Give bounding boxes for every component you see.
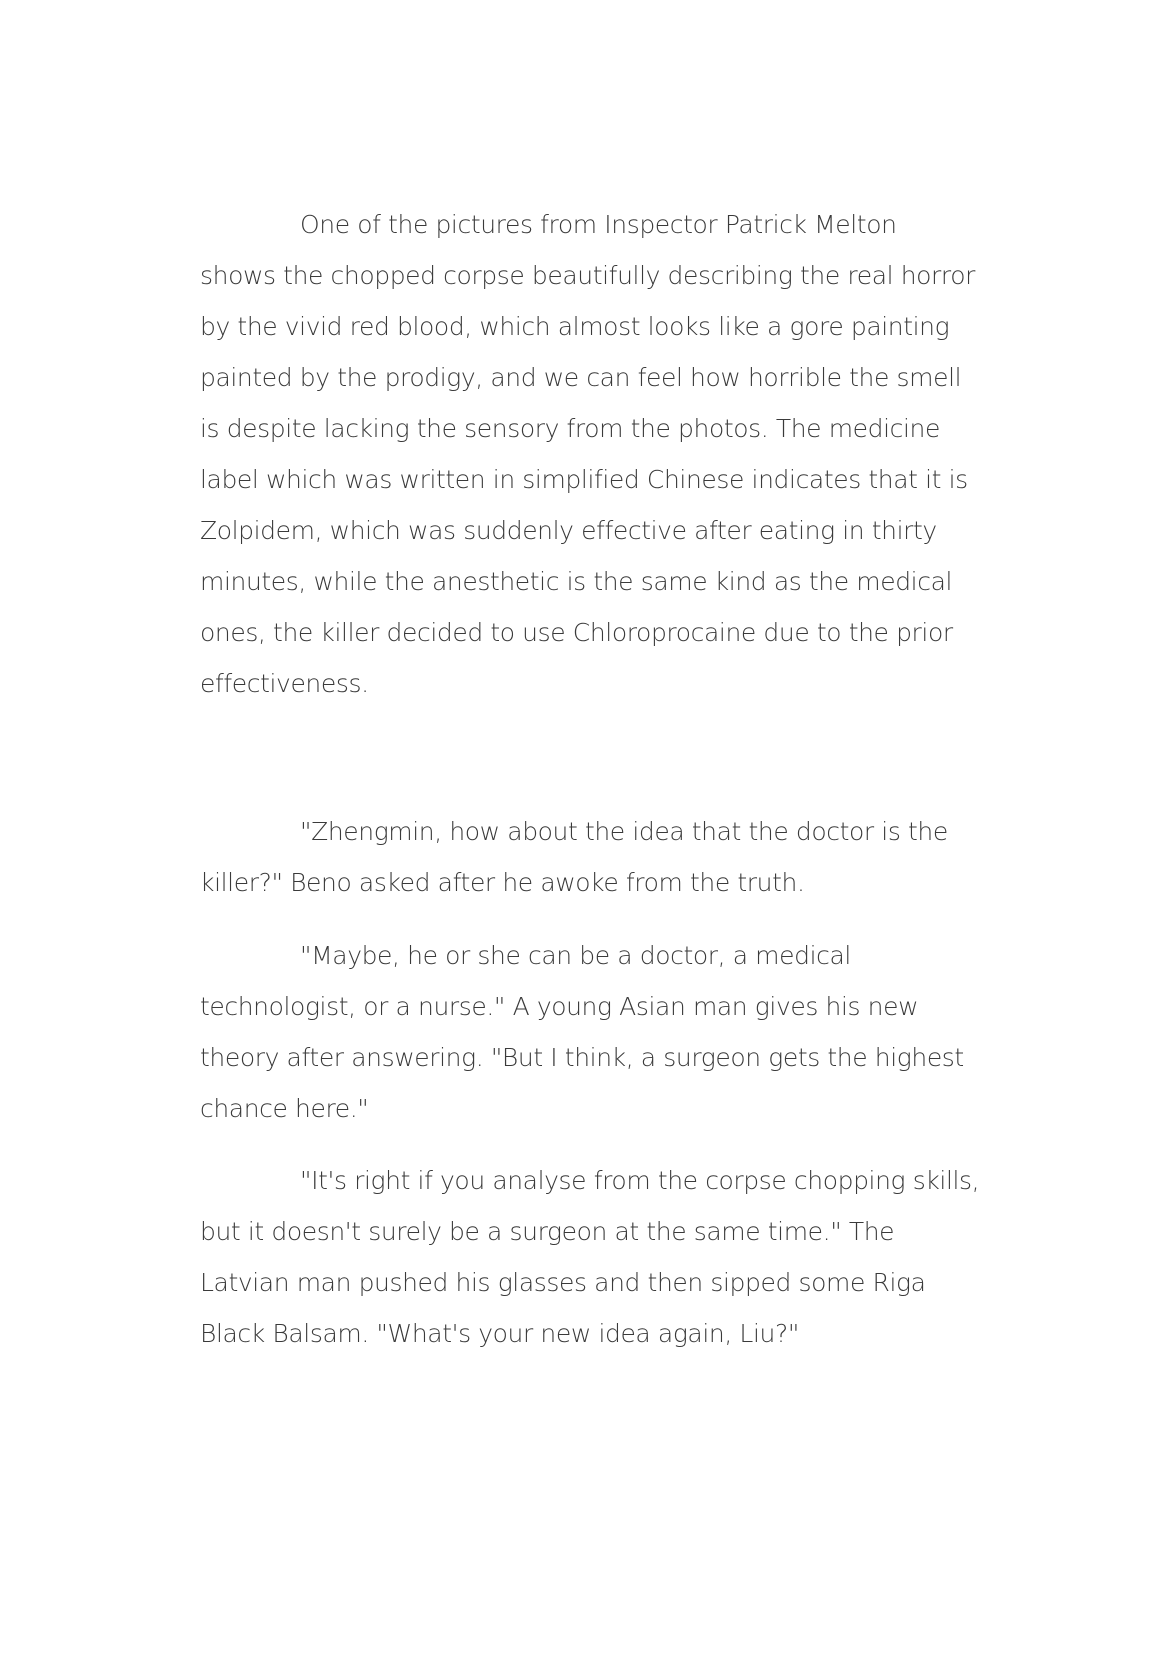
paragraph-line: "Maybe, he or she can be a doctor, a medical (300, 941, 851, 970)
paragraph-line: ones, the killer decided to use Chloroprocaine due to the prior (200, 618, 953, 647)
paragraph-line: "Zhengmin, how about the idea that the doctor is the (300, 817, 948, 846)
paragraph-3 (200, 930, 976, 1134)
paragraph-line: but it doesn't surely be a surgeon at the same time." The (200, 1217, 895, 1246)
paragraph-line: by the vivid red blood, which almost looks like a gore painting (200, 312, 950, 341)
paragraph-line: is despite lacking the sensory from the photos. The medicine (200, 414, 940, 443)
paragraph-line: effectiveness. (200, 669, 369, 698)
paragraph-line: Latvian man pushed his glasses and then sipped some Riga (200, 1268, 926, 1297)
paragraph-line: One of the pictures from Inspector Patrick Melton (300, 210, 897, 239)
paragraph-line: killer?" Beno asked after he awoke from the truth. (200, 868, 805, 897)
paragraph-1 (200, 199, 976, 709)
paragraph-line: Black Balsam. "What's your new idea again, Liu?" (200, 1319, 799, 1348)
paragraph-line: technologist, or a nurse." A young Asian man gives his new (200, 992, 919, 1021)
paragraph-line: "It's right if you analyse from the corpse chopping skills, (300, 1166, 980, 1195)
paragraph-line: minutes, while the anesthetic is the same kind as the medical (200, 567, 953, 596)
paragraph-line: shows the chopped corpse beautifully describing the real horror (200, 261, 976, 290)
paragraph-2 (200, 806, 976, 908)
paragraph-line: chance here." (200, 1094, 369, 1123)
paragraph-4 (200, 1155, 980, 1359)
paragraph-line: label which was written in simplified Chinese indicates that it is (200, 465, 968, 494)
paragraph-line: Zolpidem, which was suddenly effective after eating in thirty (200, 516, 937, 545)
paragraph-line: theory after answering. "But I think, a surgeon gets the highest (200, 1043, 964, 1072)
paragraph-line: painted by the prodigy, and we can feel how horrible the smell (200, 363, 962, 392)
